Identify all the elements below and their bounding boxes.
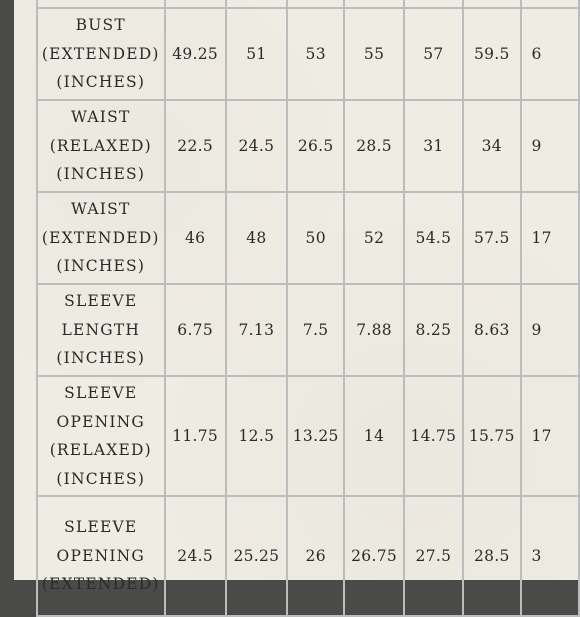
row-label-line: SLEEVE (64, 518, 138, 537)
table-cell: 6.75 (165, 284, 226, 376)
table-cell: 3 (521, 496, 579, 616)
table-cell: 9 (521, 100, 579, 192)
row-label-line: (INCHES) (56, 469, 146, 488)
paper-background (14, 0, 580, 594)
table-cell: 12.5 (226, 376, 287, 496)
row-label-bust-extended (37, 8, 165, 100)
table-cell: 24.5 (226, 100, 287, 192)
table-cell: 14 (344, 376, 403, 496)
table-cell: 26 (287, 496, 344, 616)
table-cell: 8.25 (404, 284, 463, 376)
table-cell: 17 (521, 376, 579, 496)
table-cell (463, 0, 520, 8)
row-label-line: (EXTENDED) (41, 575, 160, 594)
row-label-line: (INCHES) (56, 73, 146, 92)
table-cell: 7.88 (344, 284, 403, 376)
table-cell: 26.5 (287, 100, 344, 192)
table-cell: 48 (226, 192, 287, 284)
table-cell (165, 0, 226, 8)
row-label-line: (EXTENDED) (41, 228, 160, 247)
table-row (37, 496, 579, 616)
table-cell (226, 0, 287, 8)
table-cell: 17 (521, 192, 579, 284)
table-cell: 11.75 (165, 376, 226, 496)
table-row (37, 376, 579, 496)
row-label-line: (INCHES) (56, 257, 146, 276)
table-cell: 8.63 (463, 284, 520, 376)
row-label-line: (RELAXED) (49, 441, 152, 459)
table-row (37, 100, 579, 192)
row-label-line: WAIST (71, 108, 131, 127)
table-cell: 57.5 (463, 192, 520, 284)
table-row (37, 284, 579, 376)
table-cell: 25.25 (226, 496, 287, 616)
table-cell (344, 0, 403, 8)
table-row (37, 192, 579, 284)
row-label-line: OPENING (56, 412, 146, 431)
table-cell: 26.75 (344, 496, 403, 616)
table-cell: 50 (287, 192, 344, 284)
table-cell: 7.5 (287, 284, 344, 376)
row-label-line: (INCHES) (56, 165, 146, 184)
row-label-line: (INCHES) (56, 349, 146, 368)
table-cell: 31 (404, 100, 463, 192)
table-cell: 52 (344, 192, 403, 284)
table-cell: 53 (287, 8, 344, 100)
table-cell: 7.13 (226, 284, 287, 376)
table-cell (404, 0, 463, 8)
table-cell: 15.75 (463, 376, 520, 496)
table-cell: 28.5 (344, 100, 403, 192)
table-cell: 9 (521, 284, 579, 376)
row-label-sleeve-length (37, 284, 165, 376)
table-cell: 46 (165, 192, 226, 284)
row-label-line: (RELAXED) (49, 136, 152, 155)
table-cell: 59.5 (463, 8, 520, 100)
table-cell: 24.5 (165, 496, 226, 616)
row-label-waist-relaxed (37, 100, 165, 192)
table-cell: 13.25 (287, 376, 344, 496)
table-cell (287, 0, 344, 8)
table-cell: 51 (226, 8, 287, 100)
table-row (37, 0, 579, 8)
row-label-line: SLEEVE (64, 384, 138, 402)
row-label-line: LENGTH (61, 320, 141, 339)
table-cell (521, 0, 579, 8)
row-label-sleeve-opening-relaxed (37, 376, 165, 496)
row-label-sleeve-opening-extended (37, 496, 165, 616)
row-label-line: OPENING (56, 546, 146, 565)
table-row (37, 8, 579, 100)
table-cell: 49.25 (165, 8, 226, 100)
table-cell: 22.5 (165, 100, 226, 192)
table-cell: 28.5 (463, 496, 520, 616)
row-label-line: WAIST (71, 200, 131, 219)
size-chart-table (36, 0, 580, 617)
row-label-waist-extended (37, 192, 165, 284)
table-cell: 54.5 (404, 192, 463, 284)
table-cell: 6 (521, 8, 579, 100)
table-cell: 34 (463, 100, 520, 192)
table-cell: 57 (404, 8, 463, 100)
table-cell: 14.75 (404, 376, 463, 496)
table-cell: 55 (344, 8, 403, 100)
row-label (37, 0, 165, 8)
row-label-line: SLEEVE (64, 292, 138, 311)
row-label-line: BUST (75, 16, 126, 35)
row-label-line: (EXTENDED) (41, 44, 160, 63)
table-cell: 27.5 (404, 496, 463, 616)
